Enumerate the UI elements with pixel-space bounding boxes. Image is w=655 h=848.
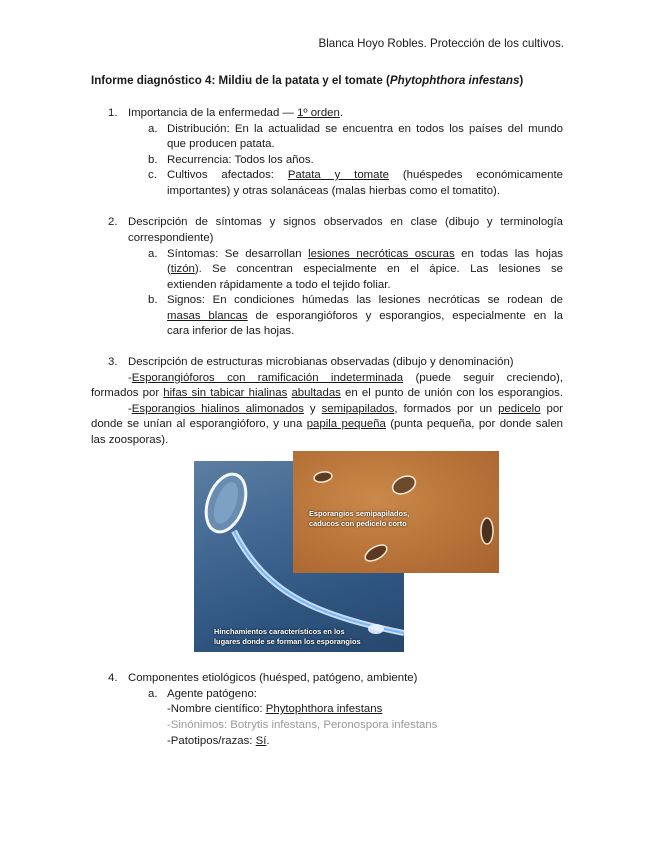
- item-2b-white-masses: masas blancas: [167, 310, 248, 322]
- section-3-p2-line-3: las zoosporas).: [91, 434, 169, 446]
- s3-p1-l1b: (puede seguir creciendo),: [403, 372, 563, 384]
- title-suffix: ): [519, 74, 524, 87]
- item-1a-line-1: Distribución: En la actualidad se encuentra en todos los países del mundo: [167, 123, 563, 135]
- section-1-heading: [128, 107, 343, 119]
- pathotypes-end: .: [266, 735, 270, 747]
- synonyms-line: -Sinónimos: Botrytis infestans, Peronospora infestans: [167, 719, 438, 731]
- section-1-order-end: .: [339, 107, 344, 119]
- scientific-name-label: -Nombre científico:: [167, 703, 266, 715]
- caption-right-line-2: caducos con pedicelo corto: [309, 519, 407, 528]
- s3-p2-dash: -: [128, 403, 132, 415]
- s3-p1-l2b: en el punto de unión con los esporangios.: [340, 387, 563, 399]
- item-2a-tizon: tizón: [170, 263, 195, 275]
- section-3-p1-line-2: [91, 387, 563, 399]
- s3-sporangiophores: Esporangióforos con ramificación indeterminada: [131, 372, 404, 384]
- item-2b-line-1: Signos: En condiciones húmedas las lesiones necróticas se rodean de: [167, 294, 563, 306]
- item-2a-l1b: en todas las hojas: [454, 248, 563, 260]
- caption-right-line-1: Esporangios semipapilados,: [309, 509, 410, 518]
- section-2-line-2: correspondiente): [128, 232, 214, 244]
- s3-sporangia: Esporangios hialinos alimonados: [131, 403, 304, 415]
- section-2-number: 2.: [108, 216, 118, 228]
- micrograph-sporangia: [293, 451, 499, 573]
- s3-p2-l1b: por: [540, 403, 563, 415]
- item-1c-line-2: importantes) y otras solanáceas (malas hierbas como el tomatito).: [167, 185, 500, 197]
- item-1c-letter: c.: [148, 169, 157, 181]
- s3-p2-l2b: (punta pequeña, por donde salen: [385, 418, 563, 430]
- s3-swollen: abultadas: [291, 387, 341, 399]
- item-2b-letter: b.: [148, 294, 158, 306]
- section-1-label: Importancia de la enfermedad —: [128, 107, 298, 119]
- item-1c-l1a: Cultivos afectados:: [167, 169, 288, 181]
- title-prefix: Informe diagnóstico 4: Mildiu de la patata y el tomate (: [91, 74, 390, 87]
- caption-left-line-1: Hinchamientos característicos en los: [214, 627, 345, 636]
- item-1c-line-1: [167, 169, 563, 181]
- caption-left-line-2: lugares donde se forman los esporangios: [214, 637, 361, 646]
- caption-right: [309, 509, 409, 529]
- item-1b-text: Recurrencia: Todos los años.: [167, 154, 314, 166]
- item-2a-l1a: Síntomas: Se desarrollan: [167, 248, 309, 260]
- item-1a-letter: a.: [148, 123, 158, 135]
- item-2a-line-1: [167, 248, 563, 260]
- s3-papilla: papila pequeña: [306, 418, 386, 430]
- pathotypes-value: Sí: [255, 735, 267, 747]
- s3-pedicel: pedicelo: [498, 403, 541, 415]
- report-title: [91, 74, 523, 87]
- s3-p2-m1: y: [303, 403, 322, 415]
- item-2a-l2b: ). Se concentran especialmente en el ápice. Las lesiones se: [194, 263, 563, 275]
- scientific-name-line: [167, 703, 382, 715]
- page-header: Blanca Hoyo Robles. Protección de los cultivos.: [318, 37, 564, 50]
- item-2a-l2a: (: [167, 263, 171, 275]
- pathotypes-label: -Patotipos/razas:: [167, 735, 256, 747]
- item-4a-letter: a.: [148, 688, 158, 700]
- section-3-p1-line-1: [128, 372, 563, 384]
- caption-left: [214, 627, 361, 647]
- section-3-p2-line-2: [91, 418, 563, 430]
- section-4-heading: Componentes etiológicos (huésped, patógeno, ambiente): [128, 672, 418, 684]
- s3-p2-l2a: donde se unían al esporangióforo, y una: [91, 418, 307, 430]
- section-3-number: 3.: [108, 356, 118, 368]
- scientific-name-value: Phytophthora infestans: [265, 703, 383, 715]
- item-1c-l1b: (huéspedes económicamente: [389, 169, 564, 181]
- section-1-number: 1.: [108, 107, 118, 119]
- section-4-number: 4.: [108, 672, 118, 684]
- section-1-order: 1º orden: [297, 107, 340, 119]
- s3-semipapillate: semipapilados: [321, 403, 395, 415]
- s3-p1-l2a: formados por: [91, 387, 164, 399]
- item-2a-lesions: lesiones necróticas oscuras: [308, 248, 455, 260]
- item-4a-label: Agente patógeno:: [167, 688, 257, 700]
- title-species: Phytophthora infestans: [389, 74, 520, 87]
- s3-p2-m2: , formados por un: [394, 403, 499, 415]
- item-2a-letter: a.: [148, 248, 158, 260]
- item-1c-crops: Patata y tomate: [287, 169, 389, 181]
- section-3-p2-line-1: [128, 403, 563, 415]
- section-2-line-1: Descripción de síntomas y signos observados en clase (dibujo y terminología: [128, 216, 563, 228]
- section-3-heading: Descripción de estructuras microbianas observadas (dibujo y denominación): [128, 356, 514, 368]
- item-1b-letter: b.: [148, 154, 158, 166]
- s3-hyphae: hifas sin tabicar hialinas: [163, 387, 288, 399]
- s3-p1-dash: -: [128, 372, 132, 384]
- item-2a-line-3: extienden rápidamente a todo el tejido foliar.: [167, 279, 391, 291]
- item-2b-line-2: [167, 310, 563, 322]
- item-2b-l2b: de esporangióforos y esporangios, especialmente en la: [247, 310, 563, 322]
- item-2b-line-3: cara inferior de las hojas.: [167, 325, 295, 337]
- pathotypes-line: [167, 735, 270, 747]
- item-2a-line-2: [167, 263, 563, 275]
- item-1a-line-2: que producen patata.: [167, 138, 275, 150]
